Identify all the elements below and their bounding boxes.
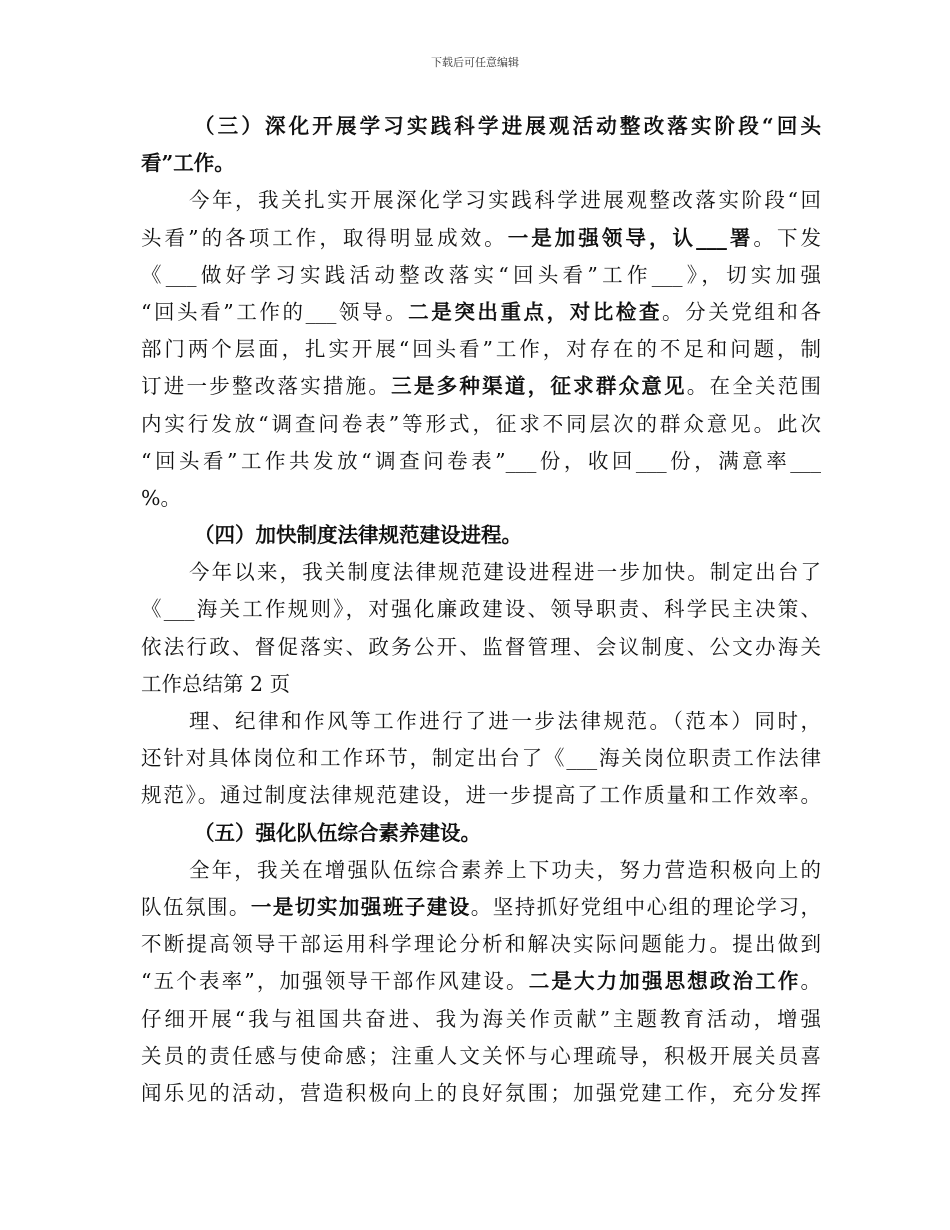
paragraph-line bbox=[141, 1001, 821, 1038]
section-heading bbox=[141, 815, 821, 852]
text-run: “回头看”工作共发放“调查问卷表”___份，收回___份，满意率___ bbox=[141, 448, 821, 473]
bold-text: （四）加快制度法律规范建设进程。 bbox=[194, 523, 522, 548]
paragraph-line bbox=[141, 666, 821, 703]
text-run: 。在全关范围 bbox=[686, 374, 822, 399]
paragraph-line bbox=[141, 331, 821, 368]
text-run: 。 bbox=[800, 969, 821, 994]
paragraph-line bbox=[141, 591, 821, 628]
paragraph-line bbox=[141, 1038, 821, 1075]
text-run: 仔细开展“我与祖国共奋进、我为海关作贡献”主题教育活动，增强 bbox=[141, 1006, 821, 1031]
paragraph-line bbox=[141, 777, 821, 814]
paragraph-line bbox=[141, 554, 821, 591]
paragraph-line bbox=[141, 368, 821, 405]
text-run: 。分关党组和各 bbox=[662, 299, 822, 324]
text-run: 。下发 bbox=[753, 225, 821, 250]
text-run: 工作总结第 2 页 bbox=[141, 671, 291, 696]
bold-text: 一是加强领导，认___署 bbox=[507, 225, 754, 250]
section-heading bbox=[141, 145, 821, 182]
paragraph-line bbox=[141, 889, 821, 926]
page-header: 下载后可任意编辑 bbox=[431, 56, 519, 69]
paragraph-line bbox=[141, 852, 821, 889]
text-run: 今年，我关扎实开展深化学习实践科学进展观整改落实阶段“回 bbox=[189, 188, 821, 213]
paragraph-line bbox=[141, 220, 821, 257]
section-heading bbox=[141, 108, 821, 145]
paragraph-line bbox=[141, 443, 821, 480]
text-run: 不断提高领导干部运用科学理论分析和解决实际问题能力。提出做到 bbox=[141, 932, 821, 957]
text-run: 关员的责任感与使命感；注重人文关怀与心理疏导，积极开展关员喜 bbox=[141, 1043, 821, 1068]
text-run: 队伍氛围。 bbox=[141, 894, 251, 919]
text-run: 依法行政、督促落实、政务公开、监督管理、会议制度、公文办海关 bbox=[141, 634, 821, 659]
paragraph-line bbox=[141, 182, 821, 219]
text-run: 规范》。通过制度法律规范建设，进一步提高了工作质量和工作效率。 bbox=[141, 783, 821, 808]
paragraph-line bbox=[141, 406, 821, 443]
paragraph-line bbox=[141, 1075, 821, 1112]
text-run: 《___做好学习实践活动整改落实“回头看”工作___》，切实加强 bbox=[141, 262, 821, 287]
text-run: 头看”的各项工作，取得明显成效。 bbox=[141, 225, 508, 250]
paragraph-line bbox=[141, 926, 821, 963]
text-run: 部门两个层面，扎实开展“回头看”工作，对存在的不足和问题，制 bbox=[141, 337, 821, 362]
bold-text: 二是大力加强思想政治工作 bbox=[528, 969, 801, 994]
paragraph-line bbox=[141, 963, 821, 1000]
paragraph-line bbox=[141, 629, 821, 666]
text-run: 今年以来，我关制度法律规范建设进程进一步加快。制定出台了 bbox=[189, 560, 821, 585]
paragraph-line bbox=[141, 703, 821, 740]
bold-text: 三是多种渠道，征求群众意见 bbox=[391, 374, 687, 399]
paragraph-line bbox=[141, 257, 821, 294]
document-body bbox=[141, 108, 821, 1112]
text-run: “回头看”工作的___领导。 bbox=[141, 299, 409, 324]
text-run: 内实行发放“调查问卷表”等形式，征求不同层次的群众意见。此次 bbox=[141, 411, 821, 436]
text-run: 全年，我关在增强队伍综合素养上下功夫，努力营造积极向上的 bbox=[189, 857, 821, 882]
bold-text: 一是切实加强班子建设 bbox=[250, 894, 471, 919]
text-run: 理、纪律和作风等工作进行了进一步法律规范。（范本）同时， bbox=[189, 709, 821, 733]
text-run: “五个表率”，加强领导干部作风建设。 bbox=[141, 969, 529, 994]
text-run: 还针对具体岗位和工作环节，制定出台了《___海关岗位职责工作法律 bbox=[141, 746, 821, 771]
bold-text: 二是突出重点，对比检查 bbox=[408, 299, 663, 324]
bold-text: 看”工作。 bbox=[141, 151, 235, 176]
bold-text: （五）强化队伍综合素养建设。 bbox=[194, 820, 481, 845]
text-run: 订进一步整改落实措施。 bbox=[141, 374, 392, 399]
text-run: %。 bbox=[141, 485, 181, 510]
section-heading bbox=[141, 517, 821, 554]
text-run: 《___海关工作规则》，对强化廉政建设、领导职责、科学民主决策、 bbox=[141, 597, 821, 622]
bold-text: （三）深化开展学习实践科学进展观活动整改落实阶段“回头 bbox=[194, 114, 821, 138]
paragraph-line bbox=[141, 480, 821, 517]
paragraph-line bbox=[141, 294, 821, 331]
text-run: 闻乐见的活动，营造积极向上的良好氛围；加强党建工作，充分发挥 bbox=[141, 1080, 821, 1105]
paragraph-line bbox=[141, 740, 821, 777]
text-run: 。坚持抓好党组中心组的理论学习， bbox=[470, 894, 822, 919]
